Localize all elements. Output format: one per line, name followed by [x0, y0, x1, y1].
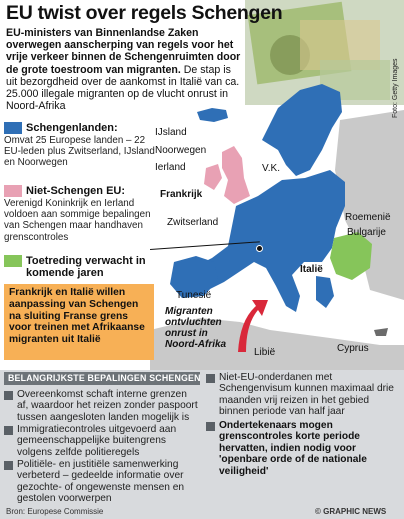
- uk-shape: [222, 146, 250, 204]
- ireland-shape: [204, 164, 222, 190]
- legend-schengen: [4, 122, 164, 169]
- provision-text: Politiële- en justitiële samenwerking verbeterd – gedeelde informatie over gezochte- of ongewenste mensen en gestolen voorwerpen: [17, 459, 185, 505]
- bullet-square: [206, 374, 215, 383]
- callout-box: Frankrijk en Italië willen aanpassing van Schengen na sluiting Franse grens voor treinen met Afrikaanse migranten uit Italië: [4, 284, 154, 360]
- legend-swatch-accession: [4, 255, 22, 267]
- bullet-square: [4, 461, 13, 470]
- cyprus-shape: [374, 328, 388, 336]
- provision-item: [206, 372, 400, 418]
- legend-swatch-schengen: [4, 122, 22, 134]
- provision-text: Ondertekenaars mogen grenscontroles korte periode hervatten, indien nodig voor 'openbare orde of de nationale veiligheid': [219, 420, 367, 477]
- provision-item: [4, 424, 200, 458]
- label-vk: V.K.: [262, 163, 280, 174]
- bullet-square: [4, 426, 13, 435]
- label-migrants: Migranten ontvluchten onrust in Noord-Afrika: [165, 306, 227, 350]
- bullet-square: [206, 422, 215, 431]
- legend-swatch-non-schengen: [4, 185, 22, 197]
- bullet-square: [4, 391, 13, 400]
- label-libie: Libië: [254, 347, 276, 358]
- label-noorwegen: Noorwegen: [155, 145, 207, 156]
- lede-bold: EU-ministers van Binnenlandse Zaken overwegen aanscherping van regels voor het vrije verkeer binnen de Schengenruimten door de grote toestroom van migranten.: [6, 27, 241, 76]
- label-zwitserland: Zwitserland: [167, 217, 219, 228]
- label-bulgarije: Bulgarije: [347, 227, 386, 238]
- source-note: Bron: Europese Commissie: [6, 507, 104, 516]
- lede-plain: De stap is uit bezorgdheid over de aankomst in Italië van ca. 25.000 illegale migranten op de vlucht onrust in Noord-Afrika: [6, 63, 240, 113]
- legend-desc: Verenigd Koninkrijk en Ierland voldoen aan sommige bepalingen van Schengen maar handhaven grenscontroles: [4, 198, 151, 243]
- legend-title: Schengenlanden:: [26, 122, 118, 134]
- provisions-panel: [0, 370, 404, 519]
- legend-title: Niet-Schengen EU:: [26, 185, 126, 197]
- legend-non-schengen: [4, 185, 164, 243]
- lede-paragraph: [6, 27, 244, 112]
- copyright-credit: © GRAPHIC NEWS: [315, 507, 387, 516]
- provision-text: Immigratiecontroles uitgevoerd aan gemeenschappelijke buitengrens volgens zelfde politieregels: [17, 424, 177, 458]
- legend-accession: [4, 255, 164, 279]
- label-ijsland: IJsland: [155, 127, 187, 138]
- legend-desc: Omvat 25 Europese landen – 22 EU-leden plus Zwitserland, IJsland en Noorwegen: [4, 135, 155, 169]
- label-italie: Italië: [300, 264, 323, 275]
- label-frankrijk: Frankrijk: [160, 189, 203, 200]
- label-cyprus: Cyprus: [337, 343, 369, 354]
- provision-text: Overeenkomst schaft interne grenzen af, waardoor het reizen zonder paspoort tussen aangesloten landen mogelijk is: [17, 389, 198, 423]
- label-tunesie: Tunesië: [176, 290, 212, 301]
- callout-pointer-dot: [256, 245, 263, 252]
- provisions-header: BELANGRIJKSTE BEPALINGEN SCHENGEN: [4, 372, 200, 385]
- provision-text: Niet-EU-onderdanen met Schengenvisum kunnen maximaal drie maanden vrij reizen in het gebied binnen periode van half jaar: [219, 372, 394, 418]
- provision-item: [4, 459, 200, 505]
- photo-credit: Foto: Getty Images: [392, 58, 399, 118]
- label-roemenie: Roemenië: [345, 212, 391, 223]
- headline: EU twist over regels Schengen: [6, 2, 283, 24]
- provision-item: [4, 389, 200, 423]
- label-ierland: Ierland: [155, 162, 186, 173]
- greece-shape: [316, 276, 334, 308]
- legend-title: Toetreding verwacht in komende jaren: [26, 255, 146, 279]
- provision-item-highlight: [206, 420, 400, 477]
